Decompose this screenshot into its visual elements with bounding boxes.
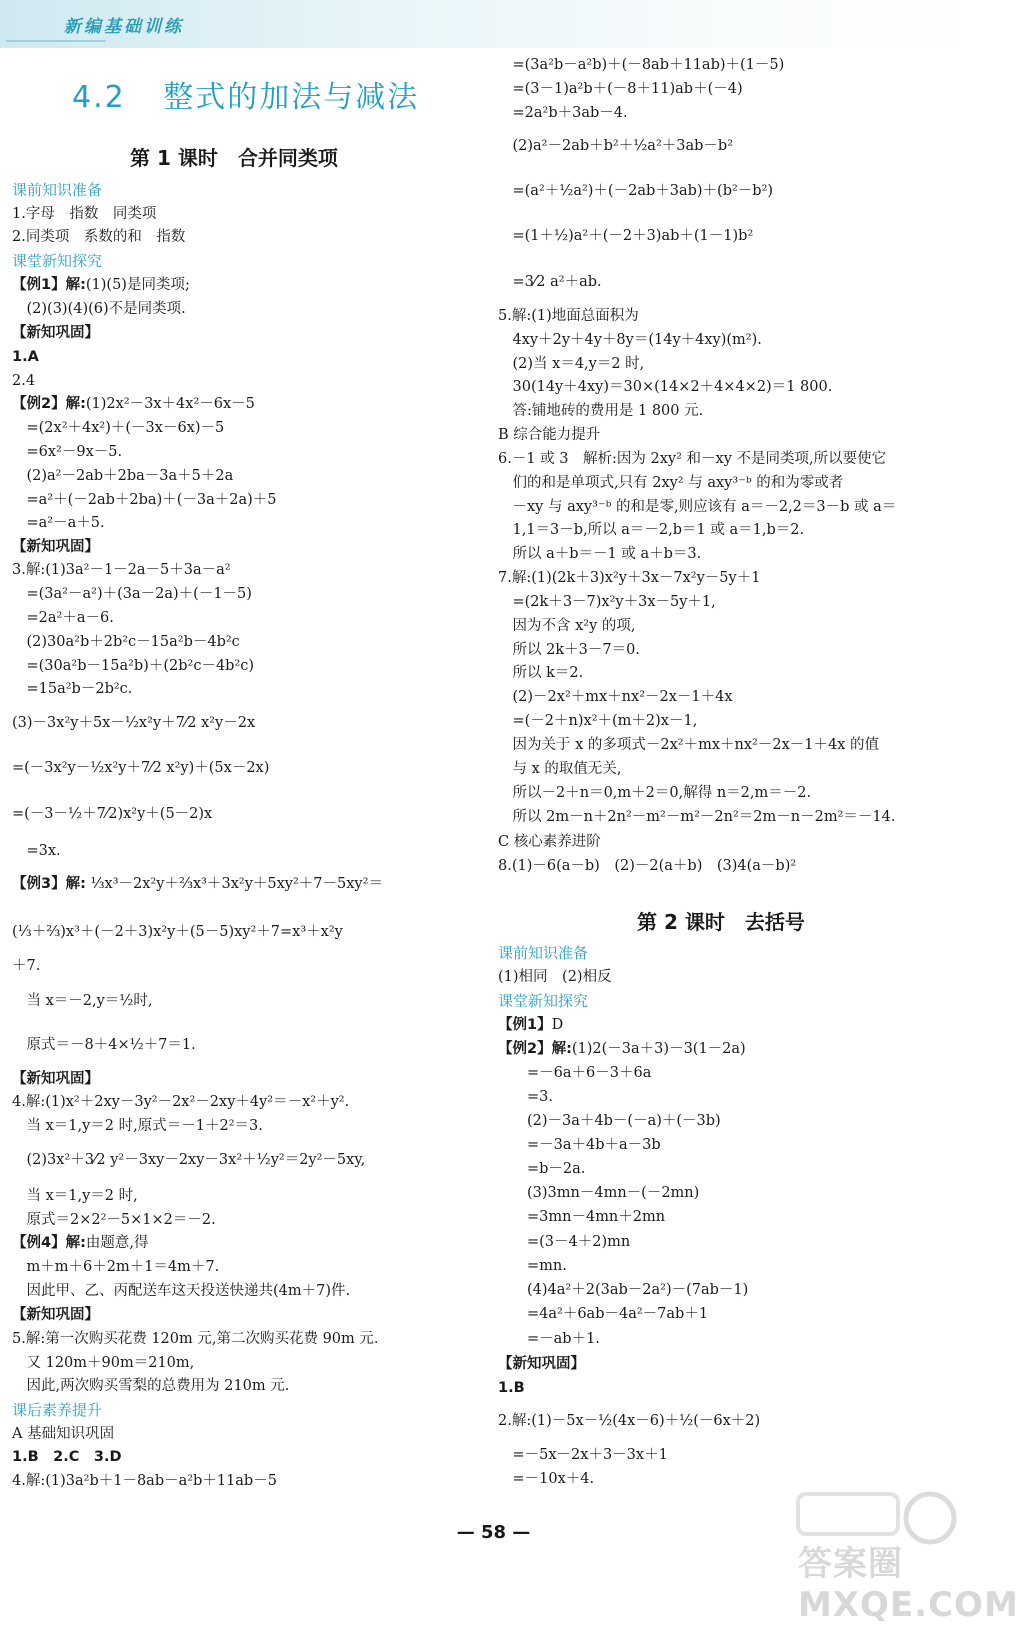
answer-line: 1.B 2.C 3.D <box>12 1449 122 1465</box>
answer-line: =3⁄2 a²＋ab. <box>498 274 602 290</box>
answer-line: =(a²＋½a²)＋(－2ab＋3ab)＋(b²－b²) <box>498 183 774 199</box>
answer-line: (3)－3x²y＋5x－½x²y＋7⁄2 x²y－2x <box>12 715 256 731</box>
example-line: 【例2】解:(1)2(－3a＋3)－3(1－2a) <box>498 1041 746 1057</box>
answer-line: 【新知巩固】 <box>12 325 99 341</box>
answer-line: (2)30a²b＋2b²c－15a²b－4b²c <box>12 634 240 650</box>
answer-line: =b－2a. <box>498 1161 586 1177</box>
example-line: 【例3】解: ⅓x³－2x²y＋⅔x³＋3x²y＋5xy²＋7－5xy²＝ <box>12 876 383 892</box>
answer-line: 【新知巩固】 <box>498 1356 585 1372</box>
answer-line: =－ab＋1. <box>498 1331 600 1347</box>
answer-line: 【新知巩固】 <box>12 539 99 555</box>
answer-line: =(－2＋n)x²＋(m＋2)x－1, <box>498 713 698 729</box>
answer-line: =－10x＋4. <box>498 1471 595 1487</box>
answer-line: (2)－3a＋4b－(－a)＋(－3b) <box>498 1113 721 1129</box>
answer-line: =(－3x²y－½x²y＋7⁄2 x²y)＋(5x－2x) <box>12 760 270 776</box>
answer-line: =6x²－9x－5. <box>12 444 123 460</box>
answer-line: B 综合能力提升 <box>498 427 601 443</box>
answer-line: =(3a²－a²)＋(3a－2a)＋(－1－5) <box>12 586 252 602</box>
answer-line: =mn. <box>498 1258 567 1274</box>
answer-line: 原式＝－8＋4×½＋7＝1. <box>12 1037 196 1053</box>
answer-line: 答:铺地砖的费用是 1 800 元. <box>498 403 704 419</box>
answer-line: 1.B <box>498 1380 525 1396</box>
answer-line: (2)a²－2ab＋b²＋½a²＋3ab－b² <box>498 138 734 154</box>
answer-line: 当 x＝1,y＝2 时, <box>12 1188 138 1204</box>
answer-line: 【新知巩固】 <box>12 1071 99 1087</box>
answer-line: =15a²b－2b²c. <box>12 681 133 697</box>
answer-line: 原式＝2×2²－5×1×2＝－2. <box>12 1212 216 1228</box>
answer-line: 所以 2k＋3－7＝0. <box>498 642 640 658</box>
answer-line: 5.解:第一次购买花费 120m 元,第二次购买花费 90m 元. <box>12 1331 379 1347</box>
answer-line: =(1＋½)a²＋(－2＋3)ab＋(1－1)b² <box>498 228 754 244</box>
answer-line: 们的和是单项式,只有 2xy² 与 axy³⁻ᵇ 的和为零或者 <box>498 475 844 491</box>
answer-line: 2.4 <box>12 373 36 389</box>
answer-line: =a²＋(－2ab＋2ba)＋(－3a＋2a)＋5 <box>12 492 277 508</box>
section-name: 整式的加法与减法 <box>163 80 420 115</box>
answer-line: 7.解:(1)(2k＋3)x²y＋3x－7x²y－5y＋1 <box>498 570 761 586</box>
section-heading: 课堂新知探究 <box>498 992 589 1010</box>
section-number: 4.2 <box>72 80 126 115</box>
answer-line: =(30a²b－15a²b)＋(2b²c－4b²c) <box>12 658 255 674</box>
answer-line: 当 x＝1,y＝2 时,原式＝－1＋2²＝3. <box>12 1118 263 1134</box>
answer-line: 当 x＝－2,y＝½时, <box>12 993 153 1009</box>
answer-line: 4.解:(1)3a²b＋1－8ab－a²b＋11ab－5 <box>12 1473 277 1489</box>
answer-line: 4xy＋2y＋4y＋8y＝(14y＋4xy)(m²). <box>498 332 762 348</box>
answer-line: 所以 a＋b＝－1 或 a＋b＝3. <box>498 546 702 562</box>
section-title <box>72 72 419 116</box>
answer-line: =(2x²＋4x²)＋(－3x－6x)－5 <box>12 420 225 436</box>
answer-line: 因此甲、乙、丙配送车这天投送快递共(4m＋7)件. <box>12 1283 351 1299</box>
answer-line: (4)4a²＋2(3ab－2a²)－(7ab－1) <box>498 1282 749 1298</box>
example-line: 【例1】解:(1)(5)是同类项; <box>12 277 190 293</box>
answer-line: 与 x 的取值无关, <box>498 761 622 777</box>
example-line: 【例1】D <box>498 1017 564 1033</box>
answer-line: =(3－4＋2)mn <box>498 1234 631 1250</box>
answer-line: C 核心素养进阶 <box>498 834 601 850</box>
answer-line: (1)相同 (2)相反 <box>498 969 612 985</box>
answer-line: =－3a＋4b＋a－3b <box>498 1137 661 1153</box>
answer-line: =(－3－½＋7⁄2)x²y＋(5－2)x <box>12 806 213 822</box>
answer-line: (⅓＋⅔)x³＋(－2＋3)x²y＋(5－5)xy²＋7=x³＋x²y <box>12 924 343 940</box>
answer-line: 因为关于 x 的多项式－2x²＋mx＋nx²－2x－1＋4x 的值 <box>498 737 880 753</box>
answer-line: =4a²＋6ab－4a²－7ab＋1 <box>498 1306 709 1322</box>
answer-line: 所以 k＝2. <box>498 665 584 681</box>
header-title: 新编基础训练 <box>64 17 184 37</box>
answer-line: 1.A <box>12 349 39 365</box>
example-line: 【例4】解:由题意,得 <box>12 1235 149 1251</box>
answer-line: =2a²b＋3ab－4. <box>498 105 628 121</box>
answer-line: (2)3x²＋3⁄2 y²－3xy－2xy－3x²＋½y²＝2y²－5xy, <box>12 1152 366 1168</box>
answer-line: =3. <box>498 1089 553 1105</box>
answer-line: 8.(1)－6(a－b) (2)－2(a＋b) (3)4(a－b)² <box>498 858 797 874</box>
header-divider <box>6 40 106 42</box>
answer-line: (2)当 x＝4,y＝2 时, <box>498 356 645 372</box>
watermark-text: 答案圈 MXQE.COM <box>798 1544 1019 1625</box>
answer-line: 1.字母 指数 同类项 <box>12 206 157 222</box>
answer-line: 又 120m＋90m＝210m, <box>12 1355 195 1371</box>
answer-line: (3)3mn－4mn－(－2mn) <box>498 1185 700 1201</box>
answer-line: =a²－a＋5. <box>12 515 105 531</box>
answer-line: 3.解:(1)3a²－1－2a－5＋3a－a² <box>12 562 231 578</box>
answer-line: 所以－2＋n＝0,m＋2＝0,解得 n＝2,m＝－2. <box>498 785 812 801</box>
answer-line: (2)a²－2ab＋2ba－3a＋5＋2a <box>12 468 234 484</box>
lesson-1-title: 第 1 课时 合并同类项 <box>130 146 338 170</box>
answer-line: m＋m＋6＋2m＋1＝4m＋7. <box>12 1259 220 1275</box>
section-heading: 课堂新知探究 <box>12 252 103 270</box>
answer-line: 30(14y＋4xy)＝30×(14×2＋4×4×2)＝1 800. <box>498 379 833 395</box>
answer-line: =(3a²b－a²b)＋(－8ab＋11ab)＋(1－5) <box>498 57 785 73</box>
answer-line: =2a²＋a－6. <box>12 610 114 626</box>
answer-line: A 基础知识巩固 <box>12 1426 115 1442</box>
answer-line: 2.同类项 系数的和 指数 <box>12 229 186 245</box>
answer-line: 因为不含 x²y 的项, <box>498 618 636 634</box>
section-heading: 课后素养提升 <box>12 1401 103 1419</box>
answer-line: 1,1＝3－b,所以 a＝－2,b＝1 或 a＝1,b＝2. <box>498 522 805 538</box>
answer-line: 【新知巩固】 <box>12 1307 99 1323</box>
section-heading: 课前知识准备 <box>12 181 103 199</box>
answer-line: 6.－1 或 3 解析:因为 2xy² 和－xy 不是同类项,所以要使它 <box>498 451 887 467</box>
answer-line: 5.解:(1)地面总面积为 <box>498 308 639 324</box>
example-line: 【例2】解:(1)2x²－3x＋4x²－6x－5 <box>12 396 255 412</box>
lesson-2-title: 第 2 课时 去括号 <box>637 910 805 934</box>
section-heading: 课前知识准备 <box>498 944 589 962</box>
answer-line: 所以 2m－n＋2n²－m²－m²－2n²＝2m－n－2m²＝－14. <box>498 809 896 825</box>
answer-line: 因此,两次购买雪梨的总费用为 210m 元. <box>12 1378 290 1394</box>
answer-line: －xy 与 axy³⁻ᵇ 的和是零,则应该有 a＝－2,2＝3－b 或 a＝ <box>498 499 897 515</box>
answer-line: ＋7. <box>12 958 41 974</box>
answer-line: =(3－1)a²b＋(－8＋11)ab＋(－4) <box>498 81 743 97</box>
page-number: — 58 — <box>456 1522 531 1543</box>
answer-line: =－5x－2x＋3－3x＋1 <box>498 1447 668 1463</box>
answer-line: 2.解:(1)－5x－½(4x－6)＋½(－6x＋2) <box>498 1413 761 1429</box>
answer-line: (2)(3)(4)(6)不是同类项. <box>12 301 186 317</box>
answer-line: =－6a＋6－3＋6a <box>498 1065 652 1081</box>
answer-line: 4.解:(1)x²＋2xy－3y²－2x²－2xy＋4y²＝－x²＋y². <box>12 1094 350 1110</box>
answer-line: =3mn－4mn＋2mn <box>498 1209 666 1225</box>
answer-line: =(2k＋3－7)x²y＋3x－5y＋1, <box>498 594 716 610</box>
answer-line: (2)－2x²＋mx＋nx²－2x－1＋4x <box>498 689 733 705</box>
answer-line: =3x. <box>12 843 61 859</box>
